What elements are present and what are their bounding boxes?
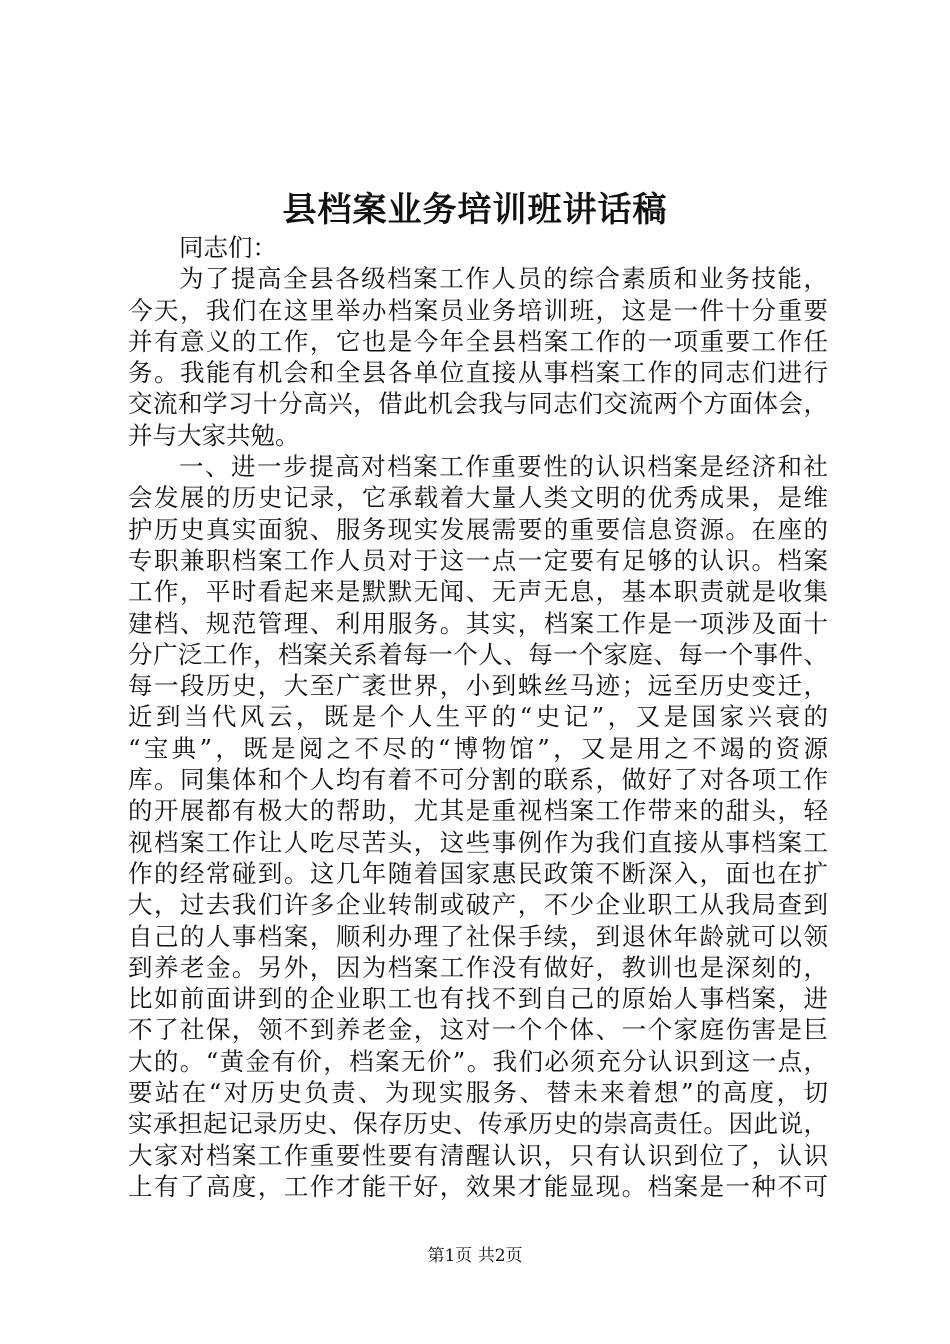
body-line: 会发展的历史记录，它承载着大量人类文明的优秀成果，是维 (128, 483, 828, 513)
body-line: 并与大家共勉。 (128, 420, 300, 450)
body-line: 一、进一步提高对档案工作重要性的认识档案是经济和社 (179, 452, 828, 482)
body-line: 同志们： (179, 233, 277, 262)
body-line: 专职兼职档案工作人员对于这一点一定要有足够的认识。档案 (128, 545, 828, 575)
body-line: 工作，平时看起来是默默无闻、无声无息，基本职责就是收集 (128, 577, 828, 607)
body-line: 库。同集体和个人均有着不可分割的联系，做好了对各项工作 (128, 765, 828, 795)
body-line: 交流和学习十分高兴，借此机会我与同志们交流两个方面体会， (128, 389, 828, 419)
body-line: 作的经常碰到。这几年随着国家惠民政策不断深入，面也在扩 (128, 858, 828, 888)
body-line: 不了社保，领不到养老金，这对一个个体、一个家庭伤害是巨 (128, 1015, 828, 1045)
body-line: “宝典”，既是阅之不尽的“博物馆”，又是用之不竭的资源 (128, 733, 828, 763)
body-line: 护历史真实面貌、服务现实发展需要的重要信息资源。在座的 (128, 514, 828, 544)
body-line: 为了提高全县各级档案工作人员的综合素质和业务技能， (179, 264, 828, 294)
body-line: 今天，我们在这里举办档案员业务培训班，这是一件十分重要 (128, 295, 828, 325)
body-line: 分广泛工作，档案关系着每一个人、每一个家庭、每一个事件、 (128, 639, 828, 669)
body-line: 比如前面讲到的企业职工也有找不到自己的原始人事档案，进 (128, 984, 828, 1014)
document-title: 县档案业务培训班讲话稿 (282, 190, 668, 230)
body-line: 到养老金。另外，因为档案工作没有做好，教训也是深刻的， (128, 952, 828, 982)
page-footer: 第1页 共2页 (427, 1246, 523, 1266)
body-line: 大，过去我们许多企业转制或破产，不少企业职工从我局查到 (128, 890, 828, 920)
body-line: 大的。“黄金有价，档案无价”。我们必须充分认识到这一点， (128, 1046, 828, 1076)
body-line: 的开展都有极大的帮助，尤其是重视档案工作带来的甜头，轻 (128, 796, 828, 826)
body-line: 上有了高度，工作才能干好，效果才能显现。档案是一种不可 (128, 1171, 828, 1201)
document-body (128, 232, 828, 1202)
body-line: 视档案工作让人吃尽苦头，这些事例作为我们直接从事档案工 (128, 827, 828, 857)
body-line: 每一段历史，大至广袤世界，小到蛛丝马迹；远至历史变迁， (128, 671, 828, 701)
body-line: 大家对档案工作重要性要有清醒认识，只有认识到位了，认识 (128, 1140, 828, 1170)
body-line: 近到当代风云，既是个人生平的“史记”，又是国家兴衰的 (128, 702, 828, 732)
body-line: 要站在“对历史负责、为现实服务、替未来着想”的高度，切 (128, 1078, 828, 1108)
body-line: 并有意义的工作，它也是今年全县档案工作的一项重要工作任 (128, 326, 828, 356)
body-line: 务。我能有机会和全县各单位直接从事档案工作的同志们进行 (128, 358, 828, 388)
body-line: 自己的人事档案，顺利办理了社保手续，到退休年龄就可以领 (128, 921, 828, 951)
body-line: 建档、规范管理、利用服务。其实，档案工作是一项涉及面十 (128, 608, 828, 638)
body-line: 实承担起记录历史、保存历史、传承历史的崇高责任。因此说， (128, 1109, 828, 1139)
